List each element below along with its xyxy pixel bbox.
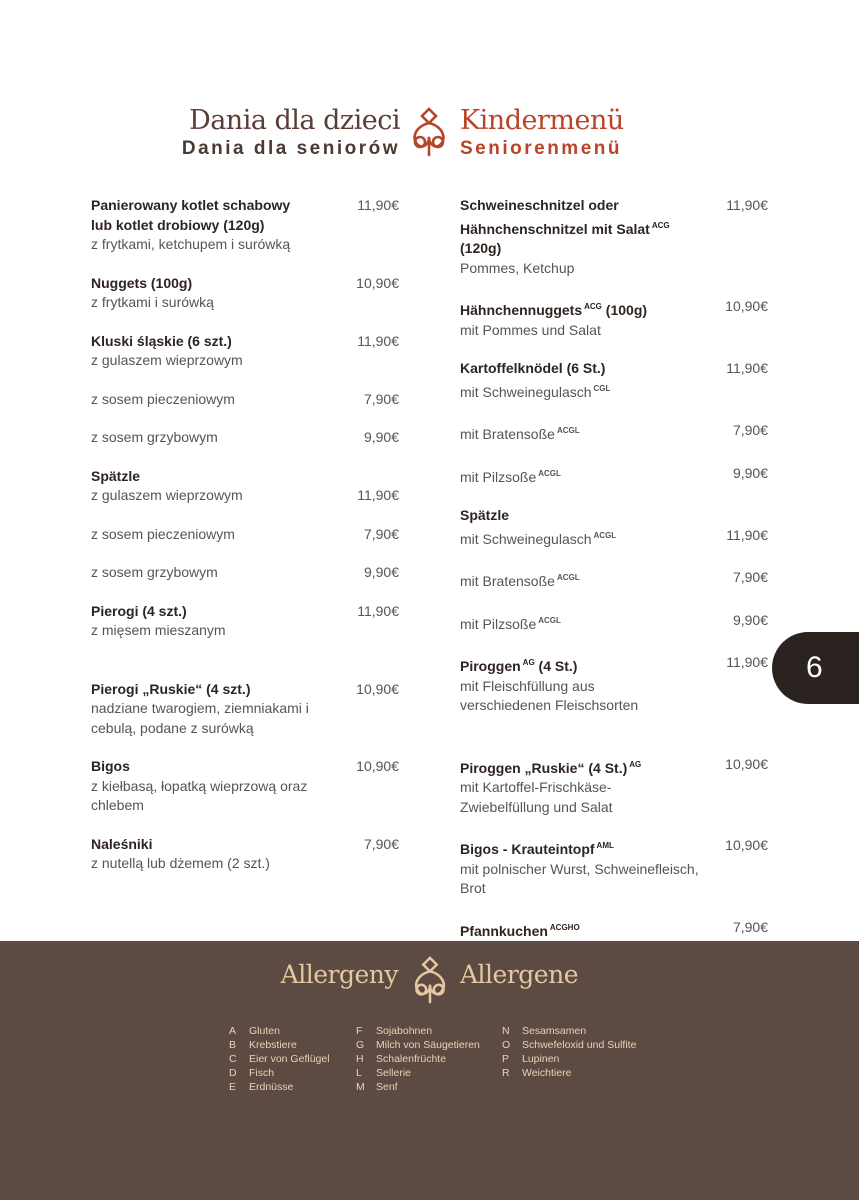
allergen-code: E (229, 1081, 237, 1093)
allergen-codes: ACGL (556, 426, 580, 435)
allergen-code: A (229, 1025, 237, 1037)
dish-description-text: Zwiebelfüllung und Salat (460, 798, 613, 815)
allergen-title-polish: Allergeny (280, 960, 398, 989)
dish-name-text: Bigos (91, 758, 130, 774)
dish-price: 10,90€ (356, 274, 399, 291)
menu-column-polish (91, 196, 399, 874)
dish-price: 7,90€ (732, 569, 768, 585)
dish-description (91, 777, 399, 816)
menu-item (460, 421, 768, 445)
dish-description (460, 798, 768, 818)
menu-item (91, 467, 399, 487)
dish-name-text: Pierogi „Ruskie“ (4 szt.) (91, 680, 251, 697)
allergen-label: Weichtiere (522, 1067, 572, 1079)
subtitle-german: Seniorenmenü (460, 138, 622, 159)
dish-price: 10,90€ (725, 298, 768, 314)
dish-price: 7,90€ (732, 918, 768, 935)
dish-description (91, 293, 399, 313)
dish-name-text: Naleśniki (91, 835, 153, 852)
allergen-list-column-3 (502, 1024, 636, 1080)
allergen-row (229, 1052, 330, 1066)
allergen-code: D (229, 1067, 237, 1079)
dish-price: 7,90€ (732, 422, 768, 438)
menu-item (91, 486, 399, 506)
dish-description (460, 464, 768, 488)
allergen-title-german: Allergene (460, 960, 578, 989)
menu-item (91, 680, 399, 739)
dish-description-text: mit Bratensoße (460, 573, 555, 589)
title-german: Kindermenü (460, 105, 624, 136)
allergen-codes: ACGL (538, 468, 561, 478)
allergen-code: G (356, 1039, 365, 1051)
dish-price: 7,90€ (363, 525, 399, 542)
menu-item (91, 196, 399, 255)
dish-name (460, 359, 768, 379)
dish-description-text: z nutellą lub dżemem (2 szt.) (91, 855, 270, 871)
allergen-label: Schalenfrüchte (376, 1053, 447, 1065)
dish-description (91, 719, 399, 739)
dish-description (460, 526, 768, 550)
dish-description-text: mit Pilzsoße (460, 468, 537, 485)
dish-name (91, 757, 399, 777)
dish-price: 11,90€ (726, 197, 768, 213)
page-number: 6 (806, 651, 823, 684)
allergen-codes: ACGL (593, 530, 617, 540)
dish-name-text: Nuggets (100g) (91, 274, 193, 291)
allergen-row (502, 1066, 636, 1080)
dish-description (460, 611, 768, 635)
dish-description (91, 390, 399, 410)
dish-name-text: lub kotlet drobiowy (120g) (91, 216, 265, 233)
allergen-row (229, 1066, 330, 1080)
dish-name-text: Piroggen „Ruskie“ (4 St.) (460, 759, 628, 776)
allergen-codes: CGL (593, 383, 611, 393)
dish-description-text: z sosem grzybowym (91, 429, 218, 445)
dish-name-text: Pierogi (4 szt.) (91, 602, 187, 619)
dish-description-text: z sosem grzybowym (91, 564, 218, 580)
allergen-label: Eier von Geflügel (249, 1053, 330, 1065)
dish-price: 11,90€ (357, 197, 399, 213)
dish-name-text: Hähnchenschnitzel mit Salat (460, 220, 650, 237)
dish-name (460, 297, 768, 321)
dish-price: 11,90€ (357, 602, 399, 619)
dish-price: 11,90€ (726, 360, 768, 376)
dish-description-text: Pommes, Ketchup (460, 259, 575, 276)
dish-name-suffix: (120g) (460, 240, 502, 256)
menu-item (91, 274, 399, 313)
dish-name-text: Schweineschnitzel oder (460, 197, 619, 213)
allergen-code: M (356, 1081, 365, 1093)
dish-name (91, 467, 399, 487)
menu-item (460, 506, 768, 526)
dish-name (460, 836, 768, 860)
allergen-label: Fisch (249, 1067, 275, 1079)
allergen-codes: ACGL (538, 615, 561, 625)
dish-name (91, 216, 399, 236)
allergen-codes: AML (596, 841, 614, 850)
dish-price: 11,90€ (726, 526, 768, 543)
header-german (460, 104, 624, 160)
allergen-codes: ACG (584, 302, 602, 311)
dish-name (91, 332, 399, 352)
dish-name (91, 602, 399, 622)
dish-description (460, 696, 768, 716)
dish-description-text: z sosem pieczeniowym (91, 525, 235, 542)
menu-item (460, 611, 768, 635)
dish-description-text: z frytkami i surówką (91, 294, 214, 310)
dish-name-suffix: (100g) (601, 302, 648, 318)
dish-name (460, 216, 768, 259)
dish-name (91, 196, 399, 216)
dish-description-text: mit Schweinegulasch (460, 530, 592, 547)
allergen-code: O (502, 1039, 511, 1051)
dish-price: 11,90€ (357, 487, 399, 503)
dish-price: 9,90€ (363, 429, 399, 445)
menu-column-german (460, 196, 768, 961)
allergen-label: Schwefeloxid und Sulfite (522, 1039, 637, 1051)
allergen-codes: ACGL (556, 573, 580, 582)
dish-name (460, 196, 768, 216)
dish-description-text: verschiedenen Fleischsorten (460, 697, 639, 713)
dish-name (460, 755, 768, 779)
menu-item (91, 563, 399, 583)
allergen-codes: AG (629, 759, 642, 769)
menu-item (460, 359, 768, 402)
dish-description (460, 421, 768, 445)
allergen-label: Erdnüsse (249, 1081, 294, 1093)
dish-description (91, 235, 399, 255)
menu-item (460, 526, 768, 550)
dish-price: 9,90€ (363, 564, 399, 580)
dish-description (91, 525, 399, 545)
allergen-label: Gluten (249, 1025, 280, 1037)
allergen-row (229, 1024, 330, 1038)
allergen-codes: AG (522, 658, 535, 667)
dish-name (91, 274, 399, 294)
allergen-list-column-2 (356, 1024, 480, 1094)
dish-name-text: Pfannkuchen (460, 922, 548, 939)
dish-description-text: mit Bratensoße (460, 426, 555, 442)
dish-description-text: z gulaszem wieprzowym (91, 352, 243, 368)
knot-ornament-icon (407, 106, 451, 158)
dish-name-text: Kluski śląskie (6 szt.) (91, 332, 232, 349)
allergen-label: Sellerie (376, 1067, 412, 1079)
dish-description-text: z gulaszem wieprzowym (91, 487, 243, 503)
menu-item (460, 464, 768, 488)
page-number-tab (772, 632, 859, 704)
allergen-row (502, 1038, 636, 1052)
dish-description (460, 568, 768, 592)
allergen-footer (0, 941, 859, 1200)
menu-item (91, 757, 399, 816)
menu-item (91, 390, 399, 410)
menu-item (460, 836, 768, 899)
header-polish (182, 104, 400, 160)
menu-item (91, 332, 399, 371)
dish-description-text: z kiełbasą, łopatką wieprzową oraz chlebem (91, 777, 308, 813)
allergen-label: Senf (376, 1081, 398, 1093)
dish-name-text: Piroggen (460, 658, 521, 674)
dish-description (91, 699, 399, 719)
allergen-label: Sojabohnen (376, 1025, 433, 1037)
menu-item (91, 602, 399, 641)
dish-price: 9,90€ (732, 611, 768, 628)
dish-description (91, 428, 399, 448)
allergen-row (502, 1024, 636, 1038)
dish-price: 10,90€ (356, 680, 399, 697)
dish-name-suffix: (4 St.) (534, 658, 578, 674)
allergen-label: Sesamsamen (522, 1025, 587, 1037)
menu-item (91, 835, 399, 874)
dish-description-text: mit Kartoffel-Frischkäse- (460, 779, 612, 795)
dish-description-text: nadziane twarogiem, ziemniakami i (91, 700, 309, 716)
allergen-row (356, 1052, 480, 1066)
dish-price: 7,90€ (363, 390, 399, 407)
dish-price: 10,90€ (725, 837, 768, 853)
menu-item (460, 196, 768, 278)
allergen-row (356, 1038, 480, 1052)
dish-description (460, 778, 768, 798)
allergen-label: Lupinen (522, 1053, 560, 1065)
subtitle-polish: Dania dla seniorów (181, 138, 400, 159)
dish-price: 10,90€ (725, 755, 768, 772)
dish-description-text: cebulą, podane z surówką (91, 719, 254, 736)
dish-description (460, 259, 768, 279)
allergen-code: N (502, 1025, 510, 1037)
dish-description (460, 379, 768, 403)
dish-name-text: Kartoffelknödel (6 St.) (460, 360, 606, 376)
title-polish: Dania dla dzieci (189, 105, 400, 136)
dish-description (91, 351, 399, 371)
dish-description-text: mit Schweinegulasch (460, 383, 592, 400)
dish-description (460, 677, 768, 697)
dish-price: 11,90€ (357, 332, 399, 349)
dish-description (91, 563, 399, 583)
allergen-code: L (356, 1067, 362, 1079)
dish-description-text: z sosem pieczeniowym (91, 390, 235, 407)
menu-item (91, 525, 399, 545)
dish-name-text: Panierowany kotlet schabowy (91, 197, 291, 213)
dish-description (91, 854, 399, 874)
dish-name (460, 918, 768, 942)
dish-price: 9,90€ (732, 464, 768, 481)
dish-name-text: Spätzle (460, 507, 510, 523)
allergen-row (356, 1080, 480, 1094)
dish-description (91, 486, 399, 506)
dish-description (91, 621, 399, 641)
allergen-code: F (356, 1025, 363, 1037)
allergen-row (229, 1080, 330, 1094)
allergen-code: P (502, 1053, 510, 1065)
allergen-code: B (229, 1039, 237, 1051)
dish-description-text: z frytkami, ketchupem i surówką (91, 236, 291, 252)
dish-name-text: Hähnchennuggets (460, 302, 583, 318)
allergen-code: H (356, 1053, 364, 1065)
dish-name-text: Bigos - Krauteintopf (460, 841, 595, 857)
dish-name (91, 680, 399, 700)
menu-item (91, 428, 399, 448)
dish-name (460, 653, 768, 677)
menu-item (460, 568, 768, 592)
allergen-code: C (229, 1053, 237, 1065)
dish-description (460, 321, 768, 341)
dish-price: 7,90€ (363, 835, 399, 852)
dish-description-text: mit Pommes und Salat (460, 321, 601, 338)
allergen-codes: ACG (651, 220, 670, 230)
dish-description (460, 860, 768, 899)
dish-price: 11,90€ (726, 654, 768, 670)
allergen-label: Milch von Säugetieren (376, 1039, 480, 1051)
dish-description-text: z mięsem mieszanym (91, 622, 226, 638)
allergen-label: Krebstiere (249, 1039, 297, 1051)
allergen-row (356, 1066, 480, 1080)
dish-name-text: Spätzle (91, 467, 141, 484)
allergen-row (229, 1038, 330, 1052)
allergen-code: R (502, 1067, 510, 1079)
dish-name (460, 506, 768, 526)
menu-item (460, 653, 768, 716)
dish-description-text: mit polnischer Wurst, Schweinefleisch, Brot (460, 860, 699, 896)
allergen-row (502, 1052, 636, 1066)
menu-item (460, 297, 768, 340)
allergen-codes: ACGHO (549, 922, 580, 932)
dish-description-text: mit Fleischfüllung aus (460, 677, 595, 694)
dish-description-text: mit Pilzsoße (460, 615, 537, 632)
knot-ornament-icon (407, 955, 453, 1005)
allergen-list-column-1 (229, 1024, 330, 1094)
dish-price: 10,90€ (356, 758, 399, 774)
allergen-row (356, 1024, 480, 1038)
dish-name (91, 835, 399, 855)
menu-item (460, 755, 768, 818)
